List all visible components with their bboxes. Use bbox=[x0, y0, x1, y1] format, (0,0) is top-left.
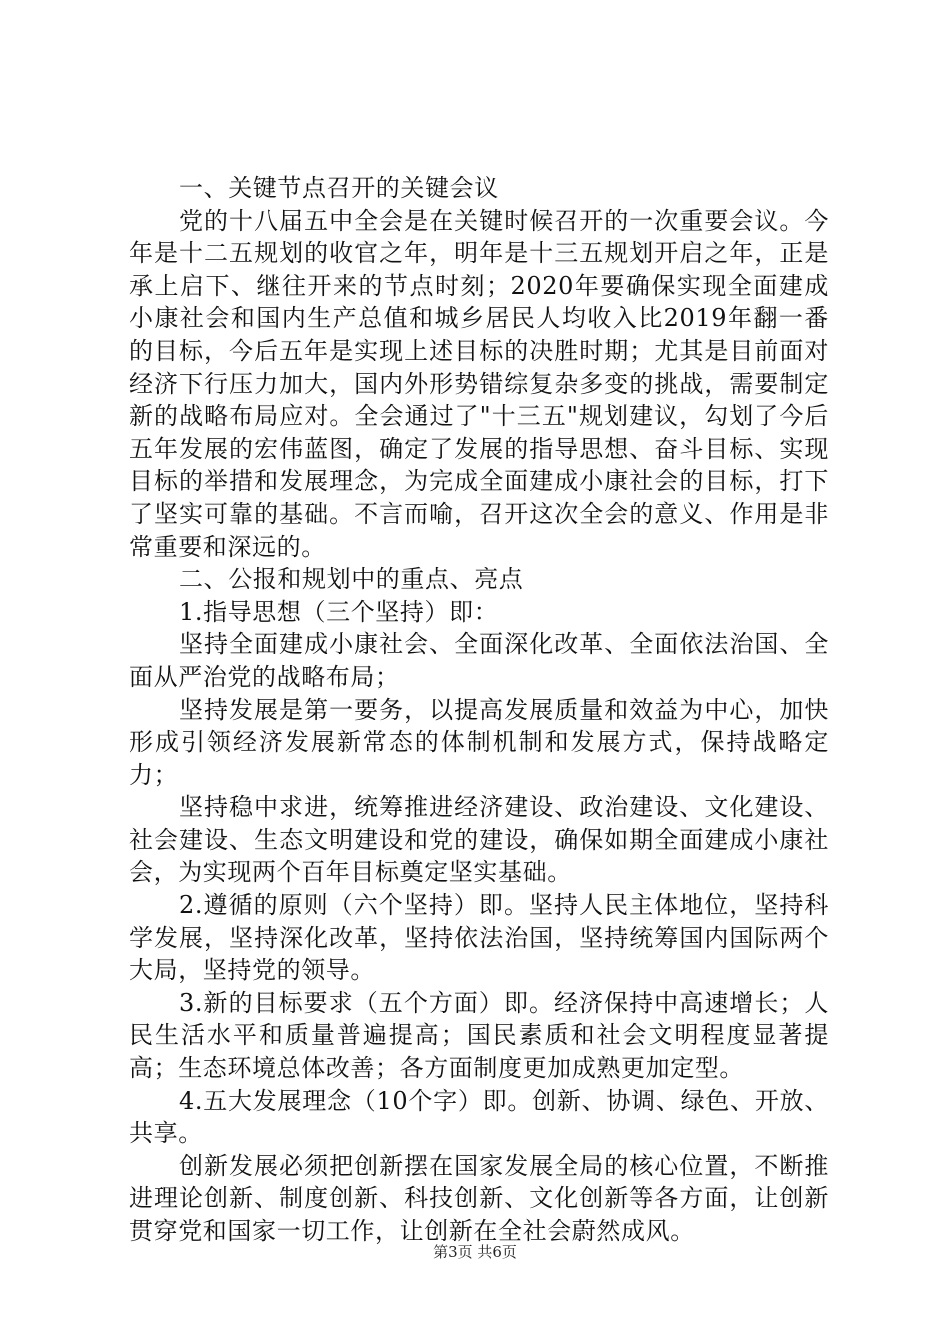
paragraph: 坚持稳中求进，统筹推进经济建设、政治建设、文化建设、社会建设、生态文明建设和党的建设，确保如期全面建成小康社会，为实现两个百年目标奠定坚实基础。 bbox=[129, 793, 829, 887]
document-body bbox=[129, 172, 829, 1248]
section-heading-2: 二、公报和规划中的重点、亮点 bbox=[179, 565, 524, 594]
paragraph: 坚持全面建成小康社会、全面深化改革、全面依法治国、全面从严治党的战略布局； bbox=[129, 630, 829, 691]
section-heading-1: 一、关键节点召开的关键会议 bbox=[179, 174, 499, 202]
paragraph-goals: 3.新的目标要求（五个方面）即。经济保持中高速增长；人民生活水平和质量普遍提高；国民素质和社会文明程度显著提高；生态环境总体改善；各方面制度更加成熟更加定型。 bbox=[129, 988, 829, 1083]
paragraph: 党的十八届五中全会是在关键时候召开的一次重要会议。今年是十二五规划的收官之年，明年是十三五规划开启之年，正是承上启下、继往开来的节点时刻；2020年要确保实现全面建成小康社会和国内生产总值和城乡居民人均收入比2019年翻一番的目标，今后五年是实现上述目标的决胜时期；尤其是目前面对经济下行压力加大，国内外形势错综复杂多变的挑战，需要制定新的战略布局应对。全会通过了"十三五"规划建议，勾划了今后五年发展的宏伟蓝图，确定了发展的指导思想、奋斗目标、实现目标的举措和发展理念，为完成全面建成小康社会的目标，打下了坚实可靠的基础。不言而喻，召开这次全会的意义、作用是非常重要和深远的。 bbox=[129, 206, 829, 561]
paragraph: 坚持发展是第一要务，以提高发展质量和效益为中心，加快形成引领经济发展新常态的体制机制和发展方式，保持战略定力； bbox=[129, 695, 829, 789]
subheading-guiding-thought: 1.指导思想（三个坚持）即： bbox=[179, 597, 499, 626]
paragraph: 创新发展必须把创新摆在国家发展全局的核心位置，不断推进理论创新、制度创新、科技创新、文化创新等各方面，让创新贯穿党和国家一切工作，让创新在全社会蔚然成风。 bbox=[129, 1151, 829, 1245]
page-footer: 第3页 共6页 bbox=[433, 1243, 517, 1261]
paragraph-concepts: 4.五大发展理念（10个字）即。创新、协调、绿色、开放、共享。 bbox=[129, 1086, 829, 1148]
paragraph-principles: 2.遵循的原则（六个坚持）即。坚持人民主体地位，坚持科学发展，坚持深化改革，坚持依法治国，坚持统筹国内国际两个大局，坚持党的领导。 bbox=[129, 891, 829, 985]
